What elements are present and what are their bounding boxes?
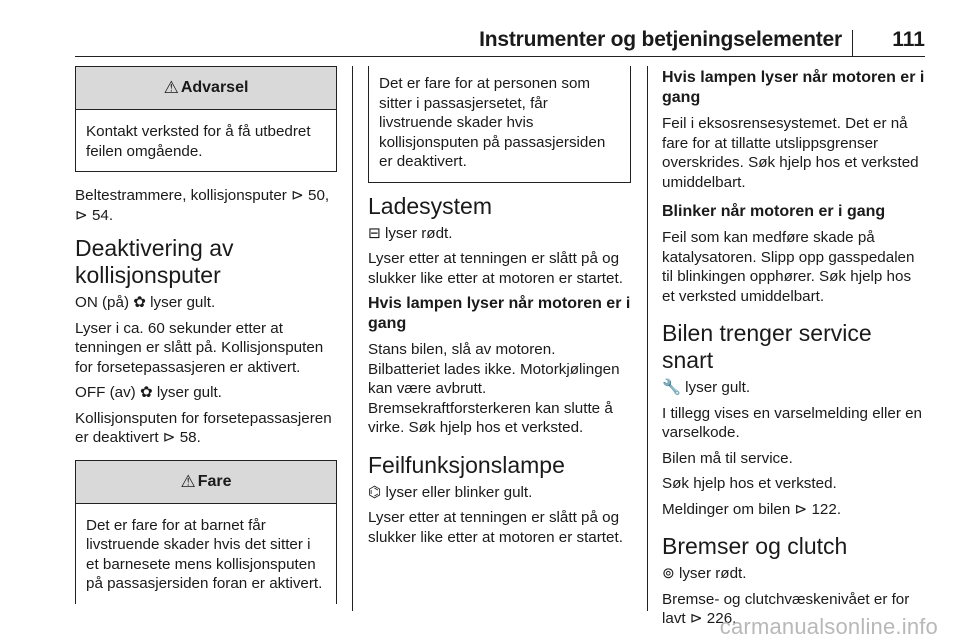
paragraph-feilfunksjon: Lyser etter at tenningen er slått på og slukker like etter at motoren er startet. bbox=[368, 509, 623, 546]
column-3 bbox=[662, 66, 927, 635]
warning-box-title: Advarsel bbox=[180, 79, 249, 96]
paragraph-bremsevaeske: Bremse- og clutchvæskenivået er for lavt ⊳ 226. bbox=[662, 590, 910, 627]
danger-box-title: Fare bbox=[197, 472, 232, 490]
paragraph-meldinger: Meldinger om bilen ⊳ 122. bbox=[662, 500, 842, 518]
column-1 bbox=[75, 66, 337, 614]
watermark: carmanualsonline.info bbox=[719, 614, 938, 639]
page-number: 111 bbox=[892, 28, 925, 51]
danger-box bbox=[75, 460, 337, 604]
warning-box-header bbox=[76, 67, 336, 110]
paragraph-airbag-off: Kollisjonsputen for forsetepassasjeren er deaktivert ⊳ 58. bbox=[75, 409, 332, 446]
paragraph-airbag-on: Lyser i ca. 60 sekunder etter at tenningen er slått på. Kollisjonsputen for forsetepassasjeren er aktivert. bbox=[75, 319, 324, 376]
column-divider-2 bbox=[647, 66, 648, 611]
column-divider-1 bbox=[352, 66, 353, 611]
danger-triangle-icon: ⚠ bbox=[180, 471, 196, 491]
ladesystem-line: ⊟ lyser rødt. bbox=[368, 224, 453, 242]
airbag-off-line: OFF (av) ✿ lyser gult. bbox=[75, 384, 222, 401]
subheading-blinker: Blinker når motoren er i gang bbox=[662, 203, 886, 220]
feilfunksjon-line: ⌬ lyser eller blinker gult. bbox=[368, 483, 533, 501]
airbag-on-line: ON (på) ✿ lyser gult. bbox=[75, 294, 216, 311]
paragraph-beltestrammere: Beltestrammere, kollisjonsputer ⊳ 50, ⊳ 54. bbox=[75, 187, 330, 224]
bremser-line: ⊚ lyser rødt. bbox=[662, 565, 747, 582]
heading-bremser: Bremser og clutch bbox=[662, 533, 848, 559]
warning-triangle-icon: ⚠ bbox=[163, 78, 179, 97]
column-2 bbox=[368, 66, 631, 553]
page-header bbox=[0, 0, 960, 56]
paragraph-verksted: Søk hjelp hos et verksted. bbox=[662, 475, 837, 492]
subheading-lampe-lyser-2: Hvis lampen lyser når motoren er i gang bbox=[662, 69, 925, 106]
paragraph-ladesystem: Lyser etter at tenningen er slått på og slukker like etter at motoren er startet. bbox=[368, 250, 623, 287]
warning-box-body: Kontakt verksted for å få utbedret feilen omgående. bbox=[86, 123, 311, 160]
danger-box-header bbox=[76, 461, 336, 504]
danger-box-continued bbox=[368, 66, 631, 183]
subheading-lampe-lyser: Hvis lampen lyser når motoren er i gang bbox=[368, 295, 631, 332]
heading-deaktivering: Deaktivering av kollisjonsputer bbox=[75, 235, 234, 288]
header-divider bbox=[852, 30, 853, 57]
danger-box-body: Det er fare for at barnet får livstruende skader hvis det sitter i et barnesete mens kollisjonsputen på passasjersiden foran er aktivert. bbox=[86, 516, 323, 592]
paragraph-lampe-lyser: Stans bilen, slå av motoren. Bilbatteriet lades ikke. Motorkjølingen kan være avbrutt. Bremsekraftforsterkeren kan slutte å virke. Søk hjelp hos et verksted. bbox=[368, 341, 620, 436]
service-line: 🔧 lyser gult. bbox=[662, 379, 751, 396]
heading-service: Bilen trenger service snart bbox=[662, 320, 872, 373]
header-rule bbox=[75, 56, 925, 57]
heading-ladesystem: Ladesystem bbox=[368, 192, 493, 219]
danger-box-continued-body: Det er fare for at personen som sitter i passasjersetet, får livstruende skader hvis kollisjonsputen på passasjersiden er deaktivert. bbox=[379, 75, 606, 170]
warning-box bbox=[75, 66, 337, 172]
paragraph-eksosrense: Feil i eksosrensesystemet. Det er nå fare for at tillatte utslippsgrenser overskrides. Søk hjelp hos et verksted umiddelbart. bbox=[662, 115, 919, 191]
heading-feilfunksjonslampe: Feilfunksjonslampe bbox=[368, 451, 565, 478]
paragraph-varselmelding: I tillegg vises en varselmelding eller en varselkode. bbox=[662, 404, 923, 441]
page-header-title: Instrumenter og betjeningselementer bbox=[479, 28, 842, 51]
paragraph-service: Bilen må til service. bbox=[662, 449, 793, 467]
paragraph-katalysator: Feil som kan medføre skade på katalysatoren. Slipp opp gasspedalen til blinkingen opphører. Søk hjelp hos et verksted umiddelbart. bbox=[662, 229, 915, 305]
